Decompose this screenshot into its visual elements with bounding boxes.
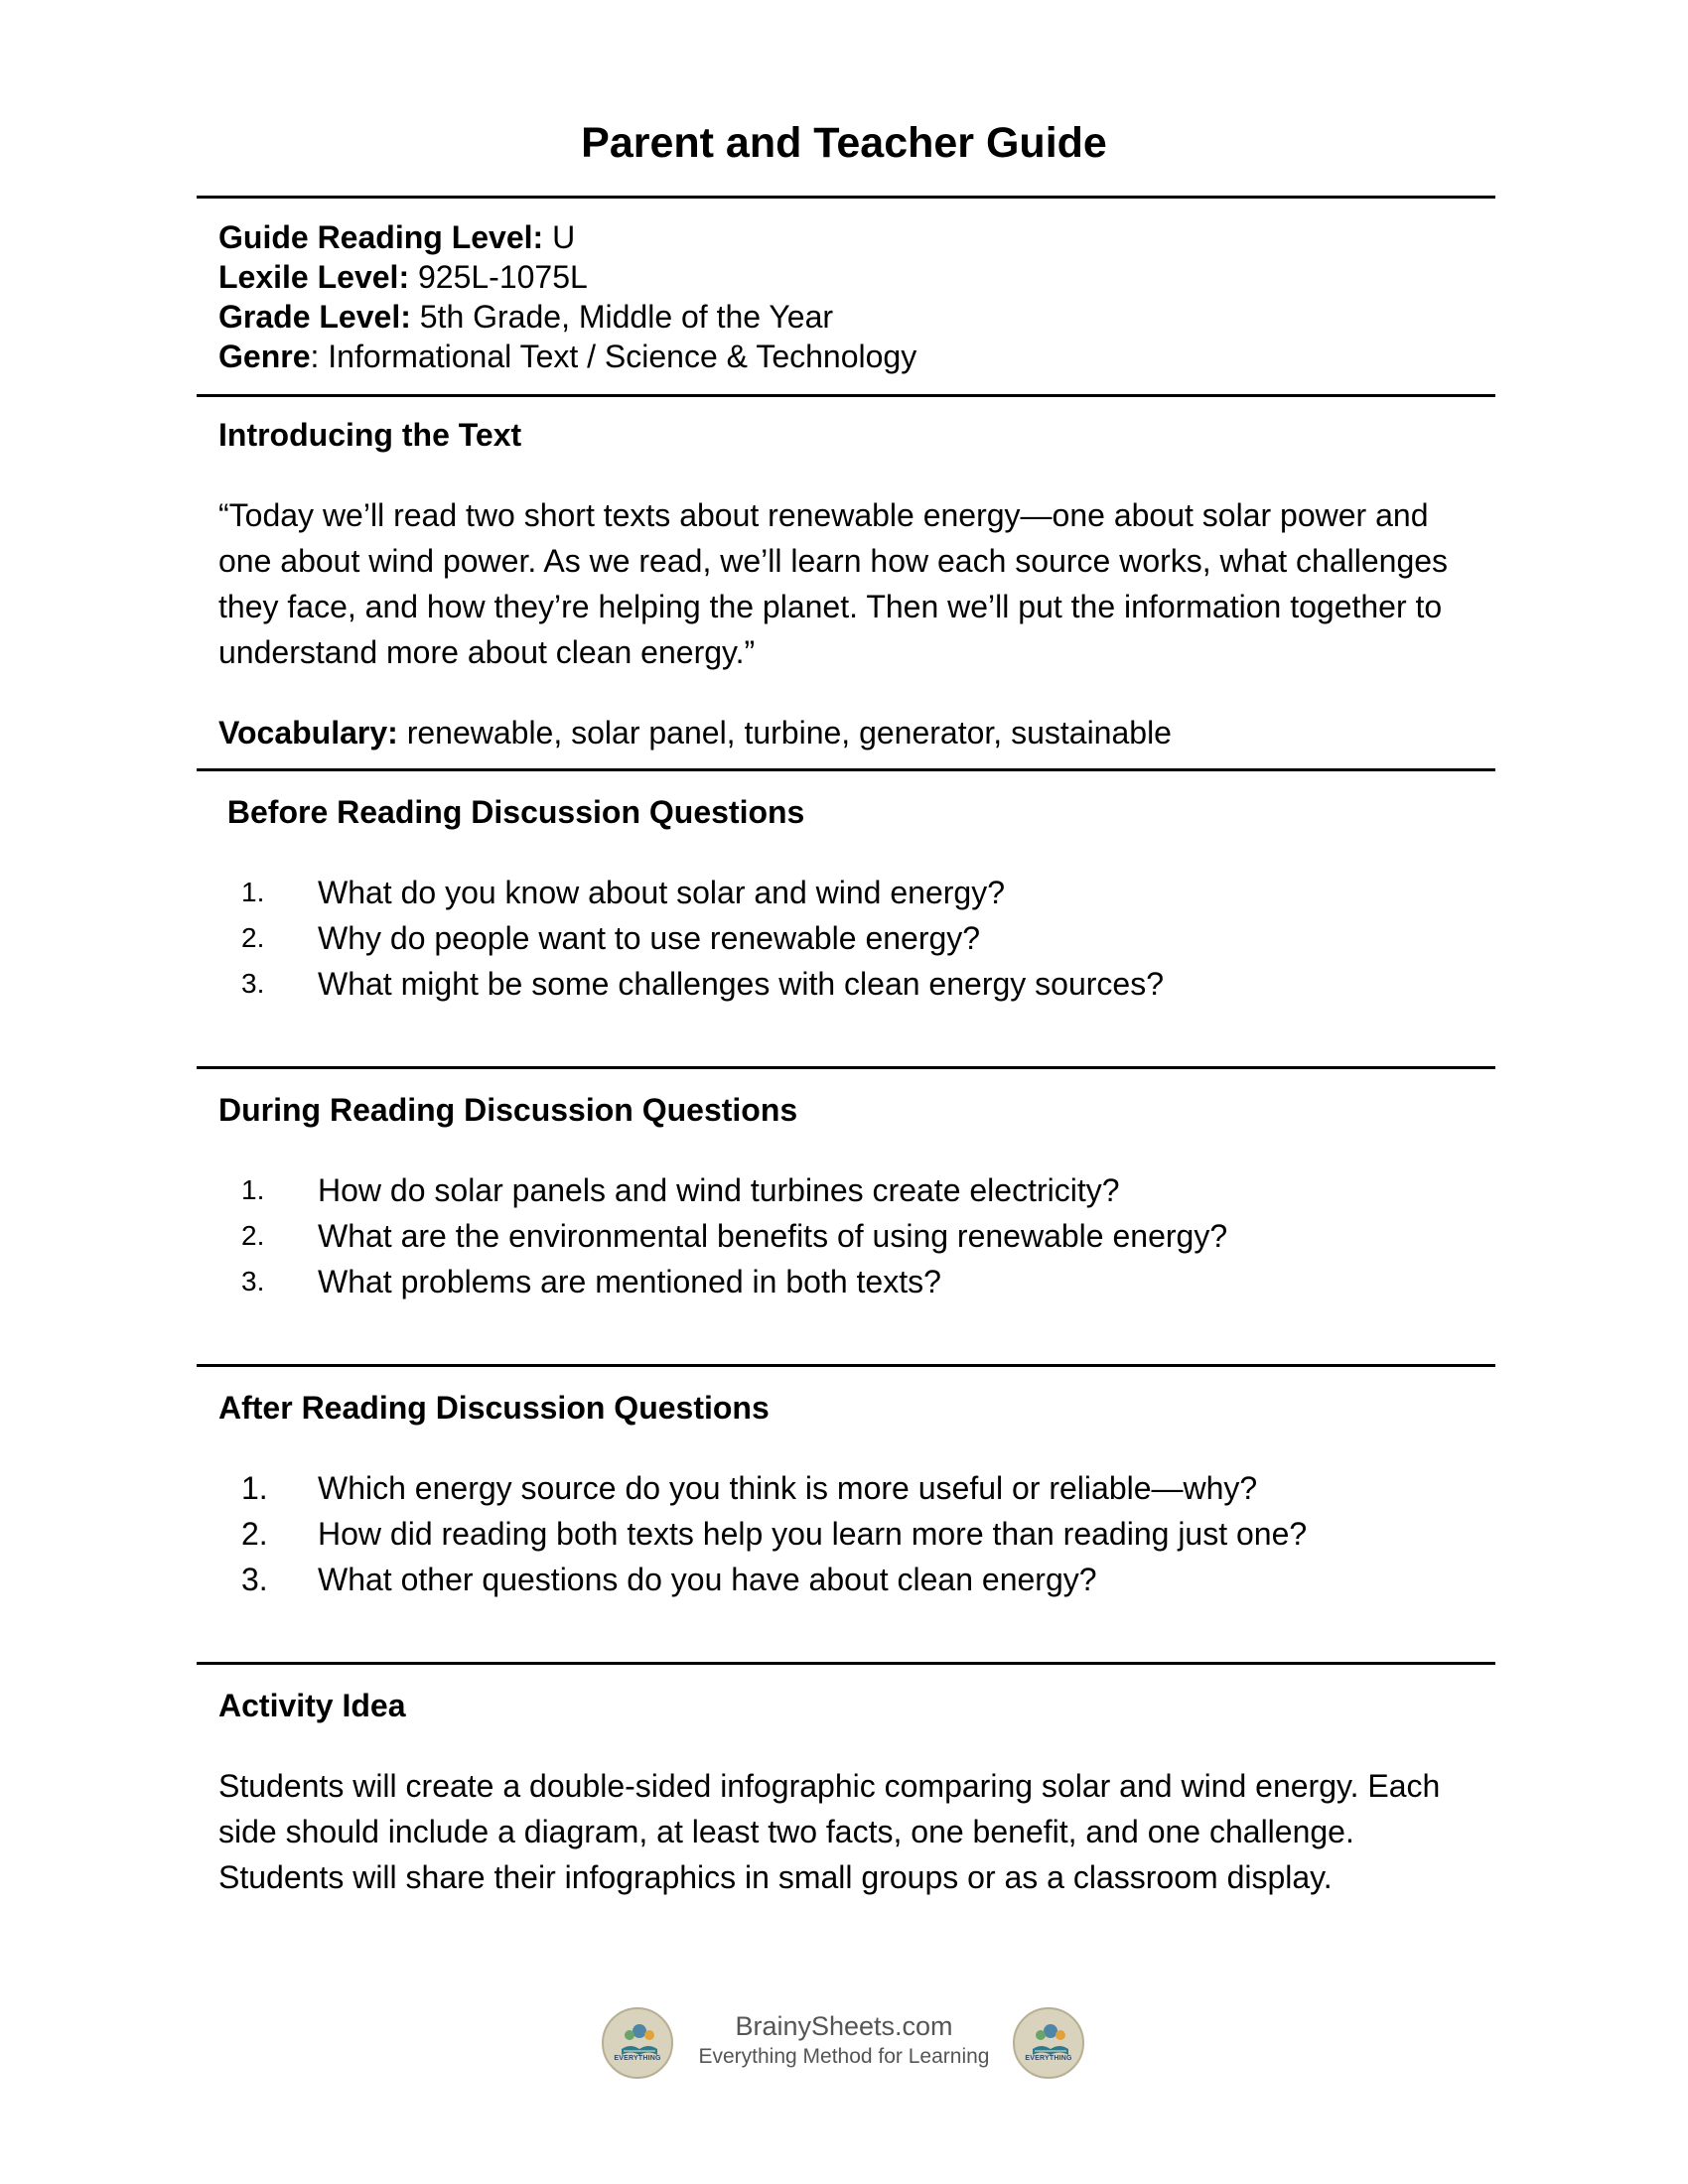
logo-text: EVERYTHING: [1025, 2055, 1072, 2062]
lexile-row: [218, 257, 1479, 297]
question-number: 3.: [241, 968, 265, 999]
vocabulary-row: [218, 713, 1479, 752]
footer: [0, 2001, 1688, 2091]
divider: [197, 1066, 1495, 1069]
reading-level-row: [218, 217, 1479, 257]
after-reading-heading: After Reading Discussion Questions: [218, 1390, 770, 1426]
list-item: [218, 1511, 1479, 1557]
list-item: [218, 1259, 1479, 1304]
divider: [197, 1364, 1495, 1367]
logo-text: EVERYTHING: [614, 2055, 661, 2062]
activity-heading: Activity Idea: [218, 1688, 406, 1723]
question-number: 2.: [241, 922, 265, 953]
list-item: [218, 1465, 1479, 1511]
genre-value: : Informational Text / Science & Technology: [310, 339, 917, 374]
grade-value: 5th Grade, Middle of the Year: [410, 299, 834, 335]
after-reading-questions: [218, 1465, 1479, 1602]
reading-level-label: Guide Reading Level:: [218, 219, 544, 255]
question-number: 2.: [241, 1516, 268, 1552]
list-item: [218, 961, 1479, 1007]
question-number: 3.: [241, 1266, 265, 1297]
divider: [197, 1662, 1495, 1665]
site-tagline: Everything Method for Learning: [698, 2045, 990, 2068]
question-number: 1.: [241, 1470, 268, 1506]
lexile-label: Lexile Level:: [218, 259, 410, 295]
question-text: How did reading both texts help you learn more than reading just one?: [318, 1516, 1308, 1552]
list-item: [218, 915, 1479, 961]
question-text: What might be some challenges with clean energy sources?: [318, 966, 1164, 1002]
before-reading-questions: [218, 870, 1479, 1007]
question-text: Which energy source do you think is more useful or reliable—why?: [318, 1470, 1258, 1506]
book-icon: [1015, 2009, 1086, 2081]
divider: [197, 196, 1495, 199]
during-reading-heading: During Reading Discussion Questions: [218, 1092, 798, 1128]
question-text: What other questions do you have about clean energy?: [318, 1562, 1097, 1597]
guide-meta: [218, 217, 1479, 376]
list-item: [218, 1167, 1479, 1213]
question-number: 1.: [241, 1174, 265, 1205]
reading-level-value: U: [543, 219, 576, 255]
question-text: What problems are mentioned in both texts?: [318, 1264, 941, 1299]
divider: [197, 768, 1495, 771]
genre-row: [218, 337, 1479, 376]
question-text: What do you know about solar and wind energy?: [318, 875, 1005, 910]
vocabulary-words: renewable, solar panel, turbine, generator, sustainable: [397, 715, 1172, 751]
question-number: 2.: [241, 1220, 265, 1251]
activity-paragraph: Students will create a double-sided infographic comparing solar and wind energy. Each side should include a diagram, at least two facts, one benefit, and one challenge. Students will share their infographics in small groups or as a classroom display.: [218, 1768, 1441, 1895]
list-item: [218, 1213, 1479, 1259]
intro-heading: Introducing the Text: [218, 417, 522, 453]
page-title: Parent and Teacher Guide: [581, 119, 1107, 167]
during-reading-questions: [218, 1167, 1479, 1304]
grade-label: Grade Level:: [218, 299, 411, 335]
intro-paragraph: “Today we’ll read two short texts about renewable energy—one about solar power and one about wind power. As we read, we’ll learn how each source works, what challenges they face, and how they’re helping the planet. Then we’ll put the information together to understand more about clean energy.”: [218, 497, 1449, 670]
list-item: [218, 870, 1479, 915]
question-number: 3.: [241, 1562, 268, 1597]
question-text: How do solar panels and wind turbines create electricity?: [318, 1172, 1120, 1208]
site-name: BrainySheets.com: [735, 2011, 953, 2041]
question-text: Why do people want to use renewable energy?: [318, 920, 981, 956]
question-text: What are the environmental benefits of using renewable energy?: [318, 1218, 1228, 1254]
divider: [197, 394, 1495, 397]
brand-logo: [1013, 2007, 1084, 2079]
genre-label: Genre: [218, 339, 311, 374]
vocabulary-label: Vocabulary:: [218, 715, 398, 751]
list-item: [218, 1557, 1479, 1602]
grade-row: [218, 297, 1479, 337]
question-number: 1.: [241, 877, 265, 907]
lexile-value: 925L-1075L: [409, 259, 588, 295]
before-reading-heading: Before Reading Discussion Questions: [218, 794, 805, 830]
